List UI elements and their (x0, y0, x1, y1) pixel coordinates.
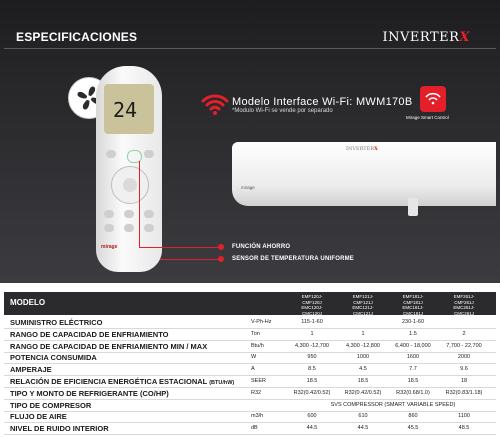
unit-brand: mirage (241, 185, 255, 190)
row-value: R32(0.68/1.0) (396, 389, 430, 396)
row-unit: V-Ph-Hz (251, 319, 272, 325)
row-unit: dB (251, 425, 258, 432)
row-unit: R32 (251, 389, 262, 396)
row-value: 18.5 (357, 378, 369, 384)
row-unit: SEER (251, 378, 266, 384)
table-row (4, 364, 496, 376)
table-row (4, 400, 496, 412)
row-label: FLUJO DE AIRE (10, 412, 67, 422)
row-value: 230-1-60 (401, 319, 425, 325)
table-row (4, 341, 496, 353)
table-row (4, 329, 496, 341)
remote-button (104, 224, 114, 232)
callout-line (139, 161, 140, 247)
inverter-x-logo: INVERTERX (382, 30, 470, 45)
row-unit: W (251, 354, 257, 361)
row-value: R32(0.83/1.18) (445, 389, 483, 396)
unit-vent (408, 198, 418, 216)
model-header-label: MODELO (10, 298, 46, 307)
row-label: RELACIÓN DE EFICIENCIA ENERGÉTICA ESTACIONAL (BTU/hW) (10, 377, 235, 386)
remote-button (124, 224, 134, 232)
row-value: 44.5 (357, 425, 369, 432)
wifi-model-title: Modelo Interface Wi-Fi: MWM170B (232, 96, 413, 108)
remote-brand: mirage (101, 244, 118, 250)
model-column: EMF261J-CMF261J EMC261J-CMC261J (453, 294, 475, 316)
callout-dot (218, 256, 224, 262)
row-value: 9.6 (460, 366, 468, 373)
row-value: 1 (310, 330, 314, 337)
row-label: AMPERAJE (10, 365, 52, 375)
callout-line (139, 247, 219, 248)
row-value: 48.5 (458, 425, 470, 432)
row-label: POTENCIA CONSUMIDA (10, 353, 97, 363)
row-value: 18 (460, 378, 468, 384)
row-value: 950 (307, 354, 317, 361)
row-unit: Ton (251, 330, 260, 337)
feature-label: FUNCIÓN AHORRO (232, 244, 291, 250)
remote-dpad (111, 166, 149, 204)
row-value: 18.5 (306, 378, 318, 384)
row-value: R32(0.42/0.52) (344, 389, 382, 396)
row-label: RANGO DE CAPACIDAD DE ENFRIAMIENTO MIN / MAX (10, 341, 208, 351)
row-value: 2000 (457, 354, 471, 361)
row-value: 600 (307, 413, 317, 420)
row-value: 8.5 (308, 366, 316, 373)
row-value: 610 (358, 413, 368, 420)
row-value: 860 (408, 413, 418, 420)
table-row (4, 411, 496, 423)
row-value: 1600 (406, 354, 420, 361)
table-row (4, 352, 496, 364)
row-label: TIPO Y MONTO DE REFRIGERANTE (CO/HP) (10, 388, 169, 398)
display-temperature: 24 (113, 98, 138, 122)
row-value: 7,700 - 22,700 (446, 342, 482, 349)
row-value: 6,400 - 18,000 (395, 342, 431, 349)
remote-button (144, 224, 154, 232)
remote-button (106, 150, 116, 158)
row-value: 1 (361, 330, 365, 337)
row-value: 115-1-60 (301, 319, 323, 325)
row-label: TIPO DE COMPRESOR (10, 400, 92, 410)
row-unit: Btu/h (251, 342, 264, 349)
row-value: 1000 (356, 354, 370, 361)
model-column: EMF121J-CMF121J EMC121J-CMC121J (352, 294, 374, 316)
page-title: ESPECIFICACIONES (16, 30, 138, 44)
row-value: 45.5 (407, 425, 419, 432)
wifi-icon (201, 92, 229, 121)
mirage-app-label: Mirage Smart Control (406, 115, 449, 120)
remote-button (124, 210, 134, 218)
row-value: 1100 (458, 413, 470, 420)
table-row (4, 423, 496, 435)
row-value: 1.5 (409, 330, 417, 337)
row-value: 18.5 (407, 378, 419, 384)
table-row (4, 388, 496, 400)
remote-display (104, 84, 154, 134)
callout-dot (218, 244, 224, 250)
row-value: 4,300 -12,700 (295, 342, 329, 349)
table-row (4, 317, 496, 329)
row-unit: m3/h (251, 413, 264, 420)
row-value: 7.7 (409, 366, 417, 373)
row-unit: A (251, 366, 255, 373)
row-value: 2 (462, 330, 466, 337)
row-value: R32(0.42/0.52) (293, 389, 331, 396)
row-label: NIVEL DE RUIDO INTERIOR (10, 424, 109, 434)
model-column: EMF181J-CMF181J EMC181J-CMC181J (402, 294, 424, 316)
row-value: 44.5 (306, 425, 318, 432)
feature-label: SENSOR DE TEMPERATURA UNIFORME (232, 256, 355, 262)
remote-button (144, 210, 154, 218)
wifi-note: *Modulo Wi-Fi se vende por separado (232, 108, 333, 114)
remote-button (144, 150, 154, 158)
model-column: EMF120J-CMF120J EMC120J-CMC120J (301, 294, 323, 316)
unit-inverter-logo: INVERTERX (346, 146, 378, 152)
row-span-value: SVS COMPRESSOR (SMART VARIABLE SPEED) (330, 401, 456, 408)
table-row (4, 376, 496, 388)
row-label: SUMINISTRO ELÉCTRICO (10, 318, 103, 327)
remote-button (104, 210, 114, 218)
row-value: 4,300 -12,800 (346, 342, 380, 349)
callout-line (160, 259, 219, 260)
row-value: 4.5 (359, 366, 367, 373)
row-label: RANGO DE CAPACIDAD DE ENFRIAMIENTO (10, 329, 169, 339)
mirage-app-icon (420, 86, 446, 112)
